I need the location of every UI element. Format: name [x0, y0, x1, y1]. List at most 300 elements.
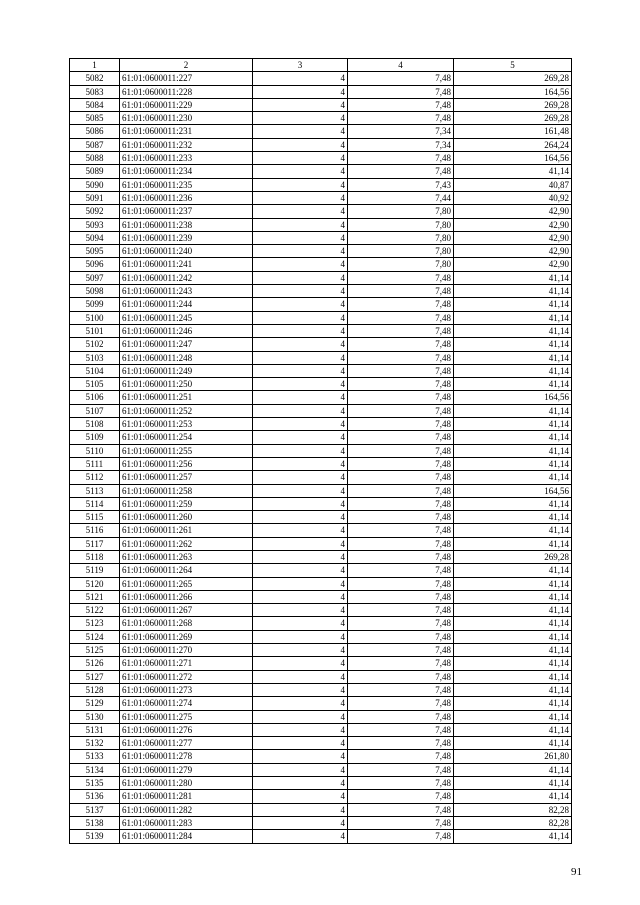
column-3-cell: 4	[253, 191, 348, 204]
column-3-cell: 4	[253, 657, 348, 670]
column-3-cell: 4	[253, 125, 348, 138]
cadastral-number-cell: 61:01:0600011:258	[120, 484, 253, 497]
table-row	[70, 205, 572, 218]
table-row	[70, 710, 572, 723]
table-row	[70, 152, 572, 165]
column-4-cell: 7,48	[348, 298, 454, 311]
table-row	[70, 231, 572, 244]
column-5-cell: 41,14	[454, 683, 572, 696]
column-5-cell: 41,14	[454, 723, 572, 736]
column-5-cell: 41,14	[454, 590, 572, 603]
column-3-cell: 4	[253, 324, 348, 337]
column-5-cell: 164,56	[454, 85, 572, 98]
table-row	[70, 550, 572, 563]
page-number: 91	[571, 866, 582, 878]
row-number-cell: 5134	[70, 763, 120, 776]
cadastral-number-cell: 61:01:0600011:227	[120, 72, 253, 85]
cadastral-number-cell: 61:01:0600011:284	[120, 830, 253, 843]
row-number-cell: 5092	[70, 205, 120, 218]
column-3-cell: 4	[253, 737, 348, 750]
row-number-cell: 5107	[70, 404, 120, 417]
row-number-cell: 5111	[70, 457, 120, 470]
column-3-cell: 4	[253, 205, 348, 218]
column-5-cell: 41,14	[454, 604, 572, 617]
cadastral-number-cell: 61:01:0600011:230	[120, 112, 253, 125]
row-number-cell: 5123	[70, 617, 120, 630]
table-row	[70, 285, 572, 298]
cadastral-number-cell: 61:01:0600011:281	[120, 790, 253, 803]
row-number-cell: 5098	[70, 285, 120, 298]
column-4-cell: 7,48	[348, 790, 454, 803]
column-5-cell: 41,14	[454, 165, 572, 178]
column-4-cell: 7,48	[348, 590, 454, 603]
row-number-cell: 5139	[70, 830, 120, 843]
row-number-cell: 5088	[70, 152, 120, 165]
row-number-cell: 5083	[70, 85, 120, 98]
column-3-cell: 4	[253, 404, 348, 417]
column-4-cell: 7,48	[348, 763, 454, 776]
column-5-cell: 41,14	[454, 577, 572, 590]
row-number-cell: 5108	[70, 418, 120, 431]
cadastral-number-cell: 61:01:0600011:255	[120, 444, 253, 457]
column-3-cell: 4	[253, 231, 348, 244]
column-3-cell: 4	[253, 577, 348, 590]
table-row	[70, 497, 572, 510]
column-5-cell: 41,14	[454, 418, 572, 431]
column-3-cell: 4	[253, 218, 348, 231]
table-row	[70, 657, 572, 670]
column-4-cell: 7,48	[348, 152, 454, 165]
column-5-cell: 41,14	[454, 298, 572, 311]
column-4-cell: 7,48	[348, 816, 454, 829]
row-number-cell: 5118	[70, 550, 120, 563]
table-row	[70, 750, 572, 763]
cadastral-number-cell: 61:01:0600011:264	[120, 564, 253, 577]
row-number-cell: 5110	[70, 444, 120, 457]
table-row	[70, 777, 572, 790]
column-4-cell: 7,34	[348, 138, 454, 151]
column-header-2: 2	[120, 59, 253, 72]
column-3-cell: 4	[253, 630, 348, 643]
column-4-cell: 7,48	[348, 418, 454, 431]
column-3-cell: 4	[253, 590, 348, 603]
cadastral-number-cell: 61:01:0600011:283	[120, 816, 253, 829]
column-4-cell: 7,48	[348, 378, 454, 391]
cadastral-number-cell: 61:01:0600011:244	[120, 298, 253, 311]
column-3-cell: 4	[253, 258, 348, 271]
table-row	[70, 723, 572, 736]
table-row	[70, 271, 572, 284]
cadastral-number-cell: 61:01:0600011:269	[120, 630, 253, 643]
column-3-cell: 4	[253, 497, 348, 510]
column-5-cell: 41,14	[454, 431, 572, 444]
column-5-cell: 41,14	[454, 285, 572, 298]
row-number-cell: 5096	[70, 258, 120, 271]
row-number-cell: 5124	[70, 630, 120, 643]
column-3-cell: 4	[253, 418, 348, 431]
cadastral-number-cell: 61:01:0600011:243	[120, 285, 253, 298]
column-5-cell: 164,56	[454, 484, 572, 497]
column-4-cell: 7,48	[348, 364, 454, 377]
column-4-cell: 7,48	[348, 750, 454, 763]
column-3-cell: 4	[253, 165, 348, 178]
column-5-cell: 41,14	[454, 311, 572, 324]
table-row	[70, 72, 572, 85]
column-5-cell: 269,28	[454, 112, 572, 125]
table-row	[70, 537, 572, 550]
column-5-cell: 41,14	[454, 378, 572, 391]
cadastral-number-cell: 61:01:0600011:248	[120, 351, 253, 364]
column-5-cell: 42,90	[454, 258, 572, 271]
column-5-cell: 41,14	[454, 537, 572, 550]
column-3-cell: 4	[253, 457, 348, 470]
column-5-cell: 41,14	[454, 710, 572, 723]
column-4-cell: 7,48	[348, 404, 454, 417]
column-5-cell: 41,14	[454, 644, 572, 657]
column-5-cell: 41,14	[454, 364, 572, 377]
column-3-cell: 4	[253, 763, 348, 776]
column-5-cell: 42,90	[454, 245, 572, 258]
column-5-cell: 41,14	[454, 763, 572, 776]
column-3-cell: 4	[253, 338, 348, 351]
row-number-cell: 5109	[70, 431, 120, 444]
row-number-cell: 5103	[70, 351, 120, 364]
cadastral-number-cell: 61:01:0600011:257	[120, 471, 253, 484]
cadastral-number-cell: 61:01:0600011:247	[120, 338, 253, 351]
cadastral-number-cell: 61:01:0600011:242	[120, 271, 253, 284]
column-5-cell: 164,56	[454, 391, 572, 404]
column-3-cell: 4	[253, 98, 348, 111]
column-4-cell: 7,48	[348, 630, 454, 643]
column-4-cell: 7,80	[348, 258, 454, 271]
cadastral-number-cell: 61:01:0600011:278	[120, 750, 253, 763]
row-number-cell: 5101	[70, 324, 120, 337]
table-row	[70, 444, 572, 457]
cadastral-number-cell: 61:01:0600011:229	[120, 98, 253, 111]
column-header-3: 3	[253, 59, 348, 72]
column-4-cell: 7,48	[348, 497, 454, 510]
row-number-cell: 5116	[70, 524, 120, 537]
row-number-cell: 5129	[70, 697, 120, 710]
column-4-cell: 7,48	[348, 112, 454, 125]
column-5-cell: 40,87	[454, 178, 572, 191]
cadastral-number-cell: 61:01:0600011:259	[120, 497, 253, 510]
table-row	[70, 670, 572, 683]
row-number-cell: 5117	[70, 537, 120, 550]
cadastral-number-cell: 61:01:0600011:260	[120, 511, 253, 524]
column-4-cell: 7,48	[348, 72, 454, 85]
cadastral-number-cell: 61:01:0600011:266	[120, 590, 253, 603]
column-4-cell: 7,48	[348, 351, 454, 364]
column-4-cell: 7,48	[348, 617, 454, 630]
row-number-cell: 5095	[70, 245, 120, 258]
table-row	[70, 311, 572, 324]
table-row	[70, 617, 572, 630]
column-5-cell: 41,14	[454, 338, 572, 351]
column-5-cell: 269,28	[454, 72, 572, 85]
row-number-cell: 5120	[70, 577, 120, 590]
row-number-cell: 5135	[70, 777, 120, 790]
column-3-cell: 4	[253, 511, 348, 524]
column-4-cell: 7,43	[348, 178, 454, 191]
cadastral-number-cell: 61:01:0600011:282	[120, 803, 253, 816]
cadastral-number-cell: 61:01:0600011:265	[120, 577, 253, 590]
row-number-cell: 5138	[70, 816, 120, 829]
cadastral-number-cell: 61:01:0600011:276	[120, 723, 253, 736]
table-row	[70, 830, 572, 843]
column-5-cell: 41,14	[454, 777, 572, 790]
column-3-cell: 4	[253, 311, 348, 324]
column-5-cell: 82,28	[454, 816, 572, 829]
column-3-cell: 4	[253, 683, 348, 696]
header-row	[70, 59, 572, 72]
column-5-cell: 42,90	[454, 231, 572, 244]
table-row	[70, 245, 572, 258]
column-4-cell: 7,48	[348, 830, 454, 843]
table-row	[70, 138, 572, 151]
row-number-cell: 5130	[70, 710, 120, 723]
column-3-cell: 4	[253, 298, 348, 311]
row-number-cell: 5131	[70, 723, 120, 736]
column-3-cell: 4	[253, 431, 348, 444]
column-4-cell: 7,48	[348, 564, 454, 577]
column-3-cell: 4	[253, 617, 348, 630]
column-5-cell: 41,14	[454, 444, 572, 457]
table-row	[70, 364, 572, 377]
column-5-cell: 40,92	[454, 191, 572, 204]
column-3-cell: 4	[253, 112, 348, 125]
column-4-cell: 7,48	[348, 471, 454, 484]
table-row	[70, 484, 572, 497]
cadastral-number-cell: 61:01:0600011:234	[120, 165, 253, 178]
column-3-cell: 4	[253, 777, 348, 790]
column-4-cell: 7,48	[348, 271, 454, 284]
table-row	[70, 418, 572, 431]
column-4-cell: 7,80	[348, 231, 454, 244]
table-row	[70, 191, 572, 204]
cadastral-number-cell: 61:01:0600011:239	[120, 231, 253, 244]
row-number-cell: 5104	[70, 364, 120, 377]
column-3-cell: 4	[253, 364, 348, 377]
table-row	[70, 298, 572, 311]
table-row	[70, 165, 572, 178]
column-4-cell: 7,48	[348, 98, 454, 111]
column-5-cell: 41,14	[454, 524, 572, 537]
column-5-cell: 41,14	[454, 790, 572, 803]
column-3-cell: 4	[253, 803, 348, 816]
column-5-cell: 41,14	[454, 737, 572, 750]
column-5-cell: 41,14	[454, 830, 572, 843]
column-5-cell: 41,14	[454, 670, 572, 683]
column-4-cell: 7,48	[348, 550, 454, 563]
cadastral-number-cell: 61:01:0600011:268	[120, 617, 253, 630]
column-5-cell: 269,28	[454, 550, 572, 563]
column-4-cell: 7,44	[348, 191, 454, 204]
column-3-cell: 4	[253, 471, 348, 484]
row-number-cell: 5122	[70, 604, 120, 617]
column-3-cell: 4	[253, 351, 348, 364]
cadastral-number-cell: 61:01:0600011:241	[120, 258, 253, 271]
column-5-cell: 41,14	[454, 351, 572, 364]
cadastral-number-cell: 61:01:0600011:273	[120, 683, 253, 696]
column-5-cell: 261,80	[454, 750, 572, 763]
column-4-cell: 7,48	[348, 524, 454, 537]
table-row	[70, 790, 572, 803]
cadastral-number-cell: 61:01:0600011:235	[120, 178, 253, 191]
table-row	[70, 258, 572, 271]
column-4-cell: 7,48	[348, 644, 454, 657]
table-row	[70, 763, 572, 776]
row-number-cell: 5082	[70, 72, 120, 85]
row-number-cell: 5105	[70, 378, 120, 391]
cadastral-number-cell: 61:01:0600011:261	[120, 524, 253, 537]
cadastral-number-cell: 61:01:0600011:228	[120, 85, 253, 98]
column-3-cell: 4	[253, 644, 348, 657]
column-5-cell: 41,14	[454, 630, 572, 643]
cadastral-number-cell: 61:01:0600011:245	[120, 311, 253, 324]
cadastral-number-cell: 61:01:0600011:277	[120, 737, 253, 750]
table-row	[70, 564, 572, 577]
column-4-cell: 7,80	[348, 245, 454, 258]
row-number-cell: 5119	[70, 564, 120, 577]
row-number-cell: 5115	[70, 511, 120, 524]
row-number-cell: 5133	[70, 750, 120, 763]
column-4-cell: 7,48	[348, 165, 454, 178]
column-5-cell: 41,14	[454, 404, 572, 417]
column-5-cell: 269,28	[454, 98, 572, 111]
cadastral-number-cell: 61:01:0600011:279	[120, 763, 253, 776]
row-number-cell: 5089	[70, 165, 120, 178]
table-row	[70, 324, 572, 337]
column-4-cell: 7,48	[348, 444, 454, 457]
column-4-cell: 7,48	[348, 577, 454, 590]
row-number-cell: 5084	[70, 98, 120, 111]
column-5-cell: 41,14	[454, 271, 572, 284]
column-5-cell: 41,14	[454, 497, 572, 510]
column-3-cell: 4	[253, 178, 348, 191]
row-number-cell: 5136	[70, 790, 120, 803]
cadastral-number-cell: 61:01:0600011:250	[120, 378, 253, 391]
cadastral-number-cell: 61:01:0600011:262	[120, 537, 253, 550]
data-table	[69, 58, 572, 844]
column-4-cell: 7,48	[348, 670, 454, 683]
table-row	[70, 351, 572, 364]
cadastral-number-cell: 61:01:0600011:252	[120, 404, 253, 417]
row-number-cell: 5091	[70, 191, 120, 204]
column-3-cell: 4	[253, 391, 348, 404]
column-5-cell: 164,56	[454, 152, 572, 165]
column-4-cell: 7,48	[348, 777, 454, 790]
column-3-cell: 4	[253, 750, 348, 763]
cadastral-number-cell: 61:01:0600011:236	[120, 191, 253, 204]
row-number-cell: 5112	[70, 471, 120, 484]
cadastral-number-cell: 61:01:0600011:238	[120, 218, 253, 231]
row-number-cell: 5099	[70, 298, 120, 311]
table-row	[70, 98, 572, 111]
table-row	[70, 630, 572, 643]
cadastral-number-cell: 61:01:0600011:274	[120, 697, 253, 710]
column-3-cell: 4	[253, 285, 348, 298]
column-header-5: 5	[454, 59, 572, 72]
table-row	[70, 697, 572, 710]
table-row	[70, 404, 572, 417]
column-4-cell: 7,48	[348, 511, 454, 524]
cadastral-number-cell: 61:01:0600011:280	[120, 777, 253, 790]
column-3-cell: 4	[253, 537, 348, 550]
row-number-cell: 5128	[70, 683, 120, 696]
column-3-cell: 4	[253, 484, 348, 497]
column-header-1: 1	[70, 59, 120, 72]
table-row	[70, 737, 572, 750]
table-row	[70, 471, 572, 484]
table-row	[70, 112, 572, 125]
cadastral-number-cell: 61:01:0600011:263	[120, 550, 253, 563]
cadastral-number-cell: 61:01:0600011:275	[120, 710, 253, 723]
cadastral-number-cell: 61:01:0600011:256	[120, 457, 253, 470]
column-3-cell: 4	[253, 271, 348, 284]
cadastral-number-cell: 61:01:0600011:246	[120, 324, 253, 337]
row-number-cell: 5102	[70, 338, 120, 351]
row-number-cell: 5127	[70, 670, 120, 683]
column-3-cell: 4	[253, 710, 348, 723]
table-row	[70, 431, 572, 444]
column-3-cell: 4	[253, 550, 348, 563]
cadastral-number-cell: 61:01:0600011:271	[120, 657, 253, 670]
column-3-cell: 4	[253, 790, 348, 803]
column-4-cell: 7,34	[348, 125, 454, 138]
column-4-cell: 7,80	[348, 218, 454, 231]
column-4-cell: 7,48	[348, 85, 454, 98]
column-5-cell: 41,14	[454, 324, 572, 337]
table-row	[70, 178, 572, 191]
column-5-cell: 42,90	[454, 218, 572, 231]
table-row	[70, 524, 572, 537]
column-4-cell: 7,48	[348, 697, 454, 710]
column-3-cell: 4	[253, 723, 348, 736]
row-number-cell: 5097	[70, 271, 120, 284]
row-number-cell: 5132	[70, 737, 120, 750]
column-5-cell: 82,28	[454, 803, 572, 816]
cadastral-number-cell: 61:01:0600011:251	[120, 391, 253, 404]
column-4-cell: 7,48	[348, 484, 454, 497]
row-number-cell: 5086	[70, 125, 120, 138]
column-5-cell: 41,14	[454, 457, 572, 470]
column-4-cell: 7,48	[348, 311, 454, 324]
cadastral-number-cell: 61:01:0600011:237	[120, 205, 253, 218]
column-4-cell: 7,48	[348, 324, 454, 337]
cadastral-number-cell: 61:01:0600011:272	[120, 670, 253, 683]
column-3-cell: 4	[253, 138, 348, 151]
row-number-cell: 5125	[70, 644, 120, 657]
column-5-cell: 41,14	[454, 564, 572, 577]
column-4-cell: 7,48	[348, 657, 454, 670]
table-row	[70, 604, 572, 617]
column-5-cell: 41,14	[454, 617, 572, 630]
column-4-cell: 7,48	[348, 723, 454, 736]
table-row	[70, 590, 572, 603]
column-3-cell: 4	[253, 816, 348, 829]
table-body	[70, 72, 572, 843]
column-4-cell: 7,48	[348, 803, 454, 816]
row-number-cell: 5090	[70, 178, 120, 191]
column-5-cell: 264,24	[454, 138, 572, 151]
row-number-cell: 5137	[70, 803, 120, 816]
table-row	[70, 683, 572, 696]
cadastral-number-cell: 61:01:0600011:267	[120, 604, 253, 617]
table-row	[70, 803, 572, 816]
column-3-cell: 4	[253, 72, 348, 85]
column-4-cell: 7,48	[348, 431, 454, 444]
